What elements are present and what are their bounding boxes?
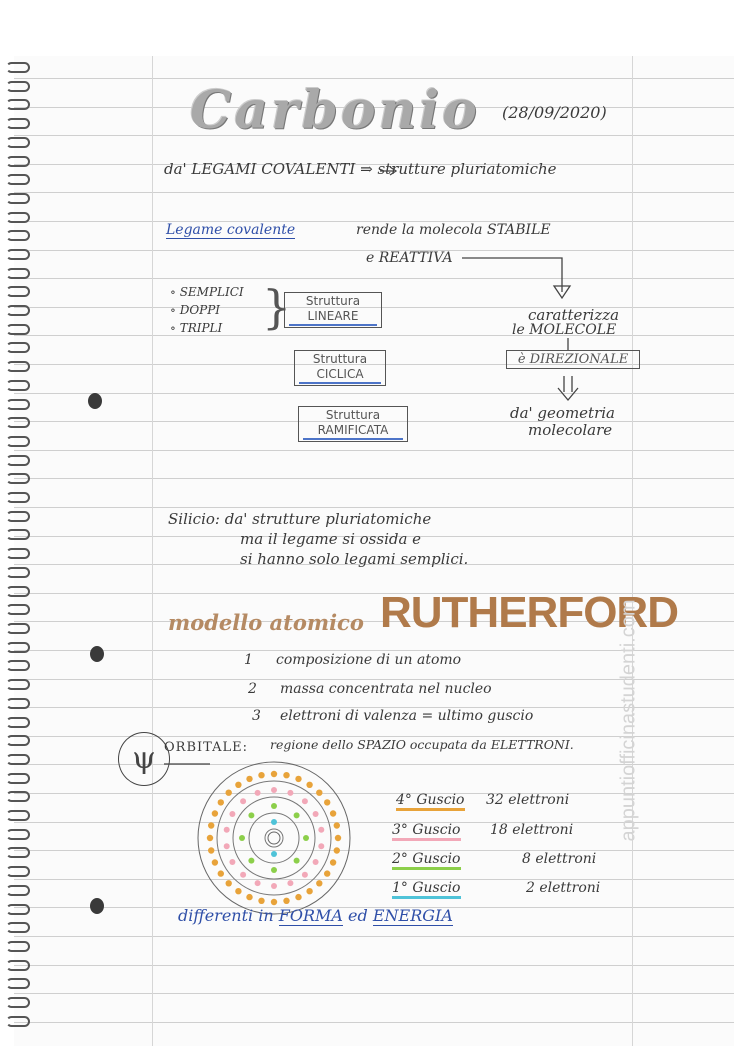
electron-dot <box>295 776 301 782</box>
brace: } <box>262 280 292 334</box>
flow-result-1: da' geometria <box>510 404 615 422</box>
bond-type-label: DOPPI <box>179 303 221 317</box>
electron-dot <box>287 790 293 796</box>
electron-dot <box>271 803 277 809</box>
electron-dot <box>271 819 277 825</box>
electron-dot <box>212 810 218 816</box>
electron-dot <box>302 798 308 804</box>
legame-desc-1: rende la molecola STABILE <box>356 222 551 238</box>
structure-name: Struttura <box>312 352 368 366</box>
electron-dot <box>226 790 232 796</box>
electron-dot <box>330 859 336 865</box>
electron-dot <box>258 898 264 904</box>
electron-dot <box>208 822 214 828</box>
implies-arrow <box>558 376 578 400</box>
point-number: 2 <box>248 681 257 697</box>
electron-dot <box>235 782 241 788</box>
electron-dot <box>318 827 324 833</box>
electron-dot <box>324 870 330 876</box>
bond-type-item: ∘ SEMPLICI <box>170 285 244 299</box>
footer-prefix: differenti in <box>178 906 274 925</box>
bond-type-item: ∘ DOPPI <box>170 303 221 317</box>
electron-dot <box>255 880 261 886</box>
electron-dot <box>208 847 214 853</box>
shell-label: 3° Guscio <box>392 822 461 841</box>
modello-label: modello atomico <box>168 610 364 635</box>
structure-type: RAMIFICATA <box>303 423 403 440</box>
electron-dot <box>335 835 341 841</box>
psi-symbol: ψ <box>118 732 170 786</box>
electron-dot <box>229 859 235 865</box>
shell-value: 32 elettroni <box>486 792 570 808</box>
electron-dot <box>283 772 289 778</box>
electron-dot <box>207 835 213 841</box>
shell-row <box>392 849 632 878</box>
electron-dot <box>330 810 336 816</box>
electron-dot <box>271 899 277 905</box>
point-text: composizione di un atomo <box>276 652 462 668</box>
electron-dot <box>313 859 319 865</box>
footer-energia: ENERGIA <box>372 906 453 925</box>
electron-dot <box>302 872 308 878</box>
electron-dot <box>240 872 246 878</box>
point-text: elettroni di valenza = ultimo guscio <box>280 708 534 724</box>
shell-value: 18 elettroni <box>490 822 574 838</box>
watermark-text: appuntiofficinastudenti.com <box>617 599 640 842</box>
structure-type: CICLICA <box>299 367 381 384</box>
electron-dot <box>218 799 224 805</box>
point-item <box>252 708 533 724</box>
shell-value: 8 elettroni <box>522 851 597 867</box>
orbitale-text: regione dello SPAZIO occupata da ELETTRONI. <box>270 737 574 752</box>
point-item <box>244 652 461 668</box>
shell-value: 2 elettroni <box>526 880 601 896</box>
electron-dot <box>248 812 254 818</box>
electron-dot <box>212 859 218 865</box>
electron-dot <box>295 894 301 900</box>
bond-type-label: SEMPLICI <box>179 285 244 299</box>
electron-dot <box>271 883 277 889</box>
electron-dot <box>287 880 293 886</box>
electron-dot <box>306 888 312 894</box>
electron-dot <box>258 772 264 778</box>
silicio-line-2: ma il legame si ossida e <box>240 530 422 548</box>
point-item <box>248 681 492 697</box>
shell-label: 1° Guscio <box>392 880 461 899</box>
flow-arrow-right <box>462 258 562 292</box>
point-number: 1 <box>244 652 253 668</box>
shell-label: 2° Guscio <box>392 851 461 870</box>
atom-shell-diagram <box>196 760 356 920</box>
electron-dot <box>316 880 322 886</box>
structure-type: LINEARE <box>289 309 377 326</box>
shell-list <box>392 790 632 907</box>
flow-result-2: molecolare <box>528 421 613 439</box>
electron-dot <box>294 812 300 818</box>
electron-dot <box>248 858 254 864</box>
electron-dot <box>235 888 241 894</box>
bond-type-item: ∘ TRIPLI <box>170 321 223 335</box>
electron-dot <box>271 787 277 793</box>
electron-dot <box>283 898 289 904</box>
shell-row <box>392 878 632 907</box>
electron-dot <box>229 811 235 817</box>
point-text: massa concentrata nel nucleo <box>280 681 492 697</box>
silicio-line-1: Silicio: da' strutture pluriatomiche <box>168 510 432 528</box>
shell-label: 4° Guscio <box>396 792 465 811</box>
electron-dot <box>303 835 309 841</box>
electron-dot <box>324 799 330 805</box>
electron-dot <box>224 827 230 833</box>
flow-caratterizza: caratterizza <box>528 306 620 324</box>
electron-dot <box>318 843 324 849</box>
intro-line: da' LEGAMI COVALENTI ⇒ strutture pluriatomiche <box>164 160 557 178</box>
electron-dot <box>306 782 312 788</box>
footer-ed: ed <box>348 906 368 925</box>
shell-row <box>392 820 632 849</box>
intro-arrow <box>380 167 396 175</box>
electron-dot <box>271 851 277 857</box>
flow-molecole: le MOLECOLE <box>512 322 617 338</box>
electron-dot <box>246 894 252 900</box>
electron-dot <box>226 880 232 886</box>
electron-dot <box>218 870 224 876</box>
electron-dot <box>255 790 261 796</box>
footer-forma: FORMA <box>278 906 343 925</box>
electron-dot <box>271 771 277 777</box>
electron-dot <box>313 811 319 817</box>
structure-name: Struttura <box>325 408 381 422</box>
electron-dot <box>240 798 246 804</box>
date-label: (28/09/2020) <box>502 103 607 122</box>
point-number: 3 <box>252 708 261 724</box>
electron-dot <box>271 867 277 873</box>
electron-dot <box>294 858 300 864</box>
electron-dot <box>246 776 252 782</box>
silicio-line-3: si hanno solo legami semplici. <box>240 550 469 568</box>
legame-label: Legame covalente <box>166 222 296 238</box>
rutherford-title: RUTHERFORD <box>380 588 678 637</box>
nucleus <box>268 832 280 844</box>
structure-name: Struttura <box>305 294 361 308</box>
page-title: Carbonio <box>190 80 480 141</box>
electron-dot <box>334 822 340 828</box>
shell-row <box>392 790 632 820</box>
direzionale-box: è DIREZIONALE <box>506 350 640 369</box>
footer-line <box>178 906 453 925</box>
electron-dot <box>334 847 340 853</box>
bond-type-label: TRIPLI <box>179 321 223 335</box>
shell-ring <box>233 797 315 879</box>
legame-desc-2: e REATTIVA <box>366 250 453 266</box>
atom-outer-ring <box>198 762 350 914</box>
orbitale-label: ORBITALE: <box>164 740 248 755</box>
electron-dot <box>224 843 230 849</box>
electron-dot <box>316 790 322 796</box>
electron-dot <box>239 835 245 841</box>
shell-ring <box>217 781 331 895</box>
